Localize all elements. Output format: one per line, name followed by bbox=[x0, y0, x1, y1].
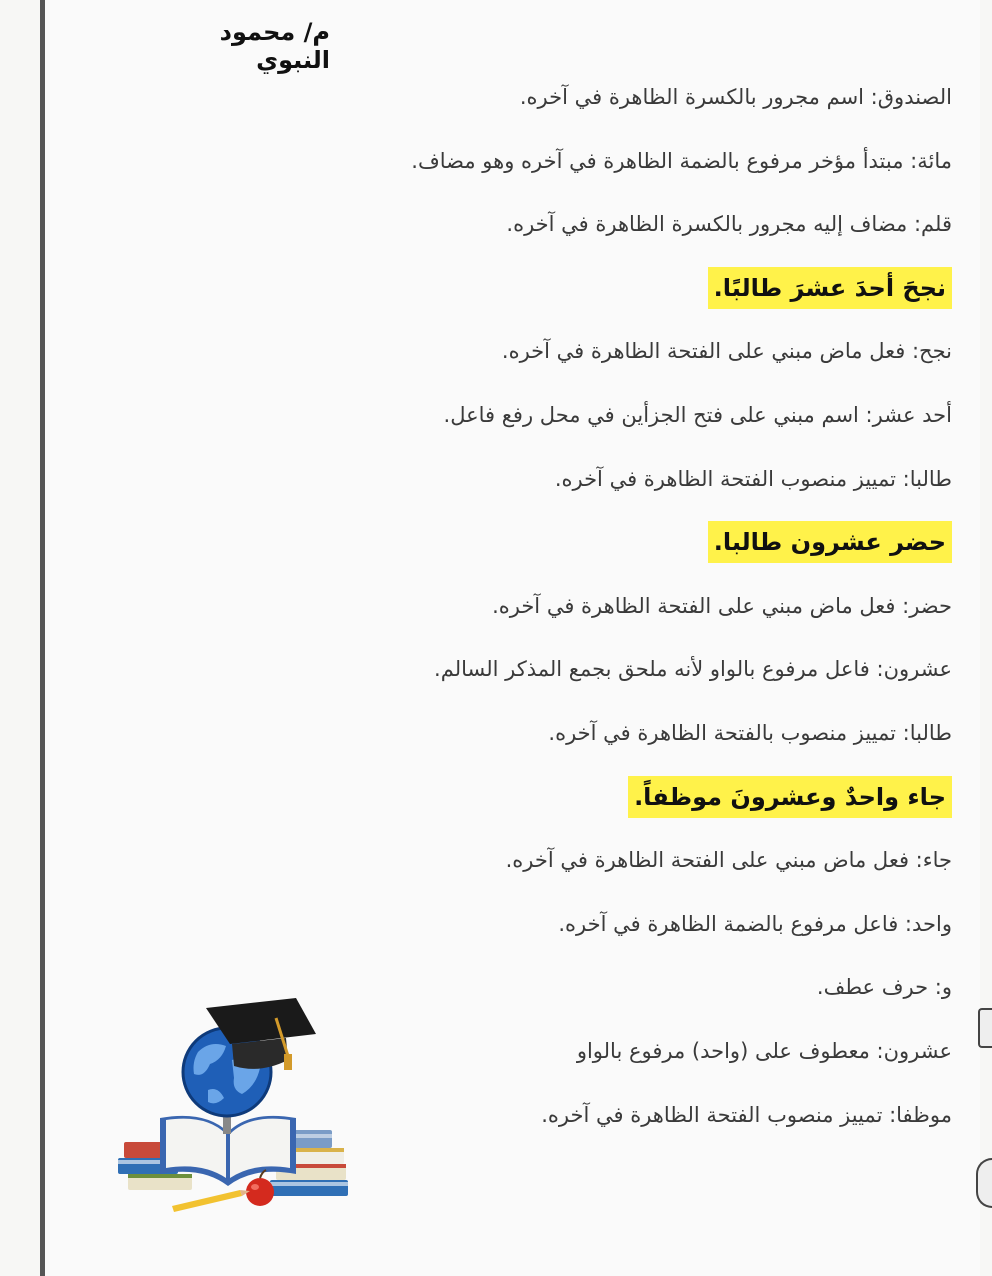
highlighted-heading: نجحَ أحدَ عشرَ طالبًا. bbox=[708, 267, 952, 309]
text-line bbox=[292, 899, 952, 963]
text-line bbox=[292, 644, 952, 708]
document-body bbox=[292, 72, 952, 1153]
text-line bbox=[292, 581, 952, 645]
text-line bbox=[292, 326, 952, 390]
line-text: موظفا: تمييز منصوب الفتحة الظاهرة في آخره. bbox=[541, 1102, 952, 1127]
pencil-icon bbox=[172, 1190, 250, 1212]
line-text: طالبا: تمييز منصوب الفتحة الظاهرة في آخره. bbox=[554, 466, 952, 491]
line-text: مائة: مبتدأ مؤخر مرفوع بالضمة الظاهرة في آخره وهو مضاف. bbox=[411, 148, 952, 173]
apple-icon bbox=[246, 1170, 274, 1206]
author-name: م/ محمود النبوي bbox=[219, 18, 330, 74]
line-text: و: حرف عطف. bbox=[816, 975, 952, 1000]
text-line bbox=[292, 136, 952, 200]
line-text: حضر: فعل ماض مبني على الفتحة الظاهرة في آخره. bbox=[492, 593, 952, 618]
line-text: واحد: فاعل مرفوع بالضمة الظاهرة في آخره. bbox=[558, 911, 952, 936]
side-tab-handle[interactable] bbox=[978, 1008, 992, 1048]
highlighted-heading-line bbox=[292, 772, 952, 836]
highlighted-heading-line bbox=[292, 263, 952, 327]
text-line bbox=[292, 454, 952, 518]
line-text: جاء: فعل ماض مبني على الفتحة الظاهرة في آخره. bbox=[505, 848, 952, 873]
text-line bbox=[292, 708, 952, 772]
line-text: طالبا: تمييز منصوب بالفتحة الظاهرة في آخره. bbox=[548, 720, 952, 745]
side-round-handle[interactable] bbox=[976, 1158, 992, 1208]
line-text: عشرون: فاعل مرفوع بالواو لأنه ملحق بجمع المذكر السالم. bbox=[434, 657, 952, 682]
education-clipart bbox=[110, 990, 360, 1220]
text-line bbox=[292, 962, 952, 1026]
highlighted-heading-line bbox=[292, 517, 952, 581]
text-line bbox=[292, 1090, 952, 1154]
line-text: أحد عشر: اسم مبني على فتح الجزأين في محل رفع فاعل. bbox=[443, 402, 952, 427]
line-text: نجح: فعل ماض مبني على الفتحة الظاهرة في آخره. bbox=[501, 339, 952, 364]
books-icon bbox=[118, 1116, 348, 1196]
text-line bbox=[292, 72, 952, 136]
text-line bbox=[292, 835, 952, 899]
line-text: عشرون: معطوف على (واحد) مرفوع بالواو bbox=[576, 1038, 952, 1063]
line-text: قلم: مضاف إليه مجرور بالكسرة الظاهرة في آخره. bbox=[506, 212, 952, 237]
highlighted-heading: حضر عشرون طالبا. bbox=[708, 521, 952, 563]
text-line bbox=[292, 1026, 952, 1090]
text-line bbox=[292, 199, 952, 263]
line-text: الصندوق: اسم مجرور بالكسرة الظاهرة في آخره. bbox=[519, 85, 952, 109]
text-line bbox=[292, 390, 952, 454]
highlighted-heading: جاء واحدٌ وعشرونَ موظفاً. bbox=[628, 776, 952, 818]
